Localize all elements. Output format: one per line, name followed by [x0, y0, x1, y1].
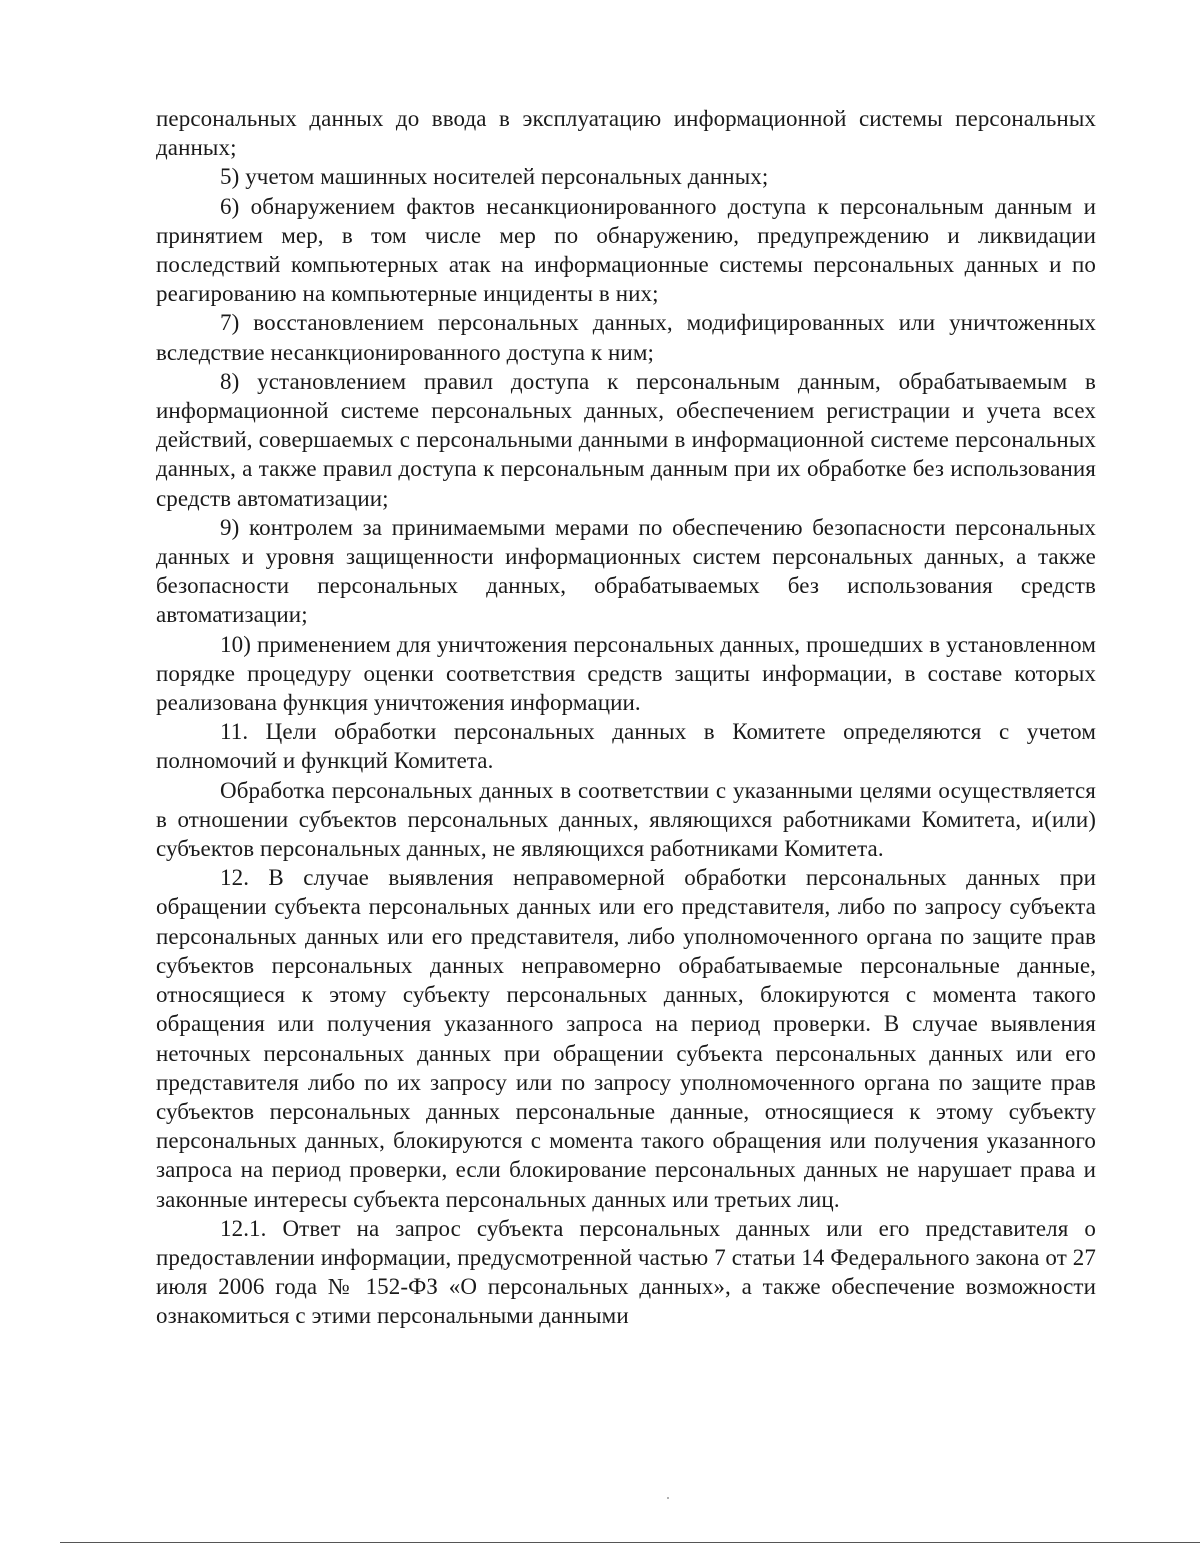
paragraph-item-9: 9) контролем за принимаемыми мерами по обеспечению безопасности персональных данных и уровня защищенности информационных систем персональных данных, а также безопасности персональных данных, обрабатываемых без использования средств автоматизации; — [156, 514, 1096, 628]
scan-speck — [667, 1497, 669, 1499]
paragraph-continuation: персональных данных до ввода в эксплуатацию информационной системы персональных данных; — [156, 106, 1096, 161]
paragraph-section-12-1: 12.1. Ответ на запрос субъекта персональных данных или его представителя о предоставлении информации, предусмотренной частью 7 статьи 14 Федерального закона от 27 июля 2006 года № 152-ФЗ «О персональных данных», а также обеспечение возможности ознакомиться с этими персональными данными — [156, 1215, 1096, 1329]
paragraph-section-11-processing: Обработка персональных данных в соответствии с указанными целями осуществляется в отношении субъектов персональных данных, являющихся работниками Комитета, и(или) субъектов персональных данных, не являющихся работниками Комитета. — [156, 777, 1096, 862]
document-body — [156, 104, 1096, 1331]
paragraph-section-12: 12. В случае выявления неправомерной обработки персональных данных при обращении субъекта персональных данных или его представителя, либо по запросу субъекта персональных данных или его представителя, либо уполномоченного органа по защите прав субъектов персональных данных неправомерно обрабатываемые персональные данные, относящиеся к этому субъекту персональных данных, блокируются с момента такого обращения или получения указанного запроса на период проверки. В случае выявления неточных персональных данных при обращении субъекта персональных данных или его представителя либо по их запросу или по запросу уполномоченного органа по защите прав субъектов персональных данных персональные данные, относящиеся к этому субъекту персональных данных, блокируются с момента такого обращения или получения указанного запроса на период проверки, если блокирование персональных данных не нарушает права и законные интересы субъекта персональных данных или третьих лиц. — [156, 865, 1096, 1212]
paragraph-item-8: 8) установлением правил доступа к персональным данным, обрабатываемым в информационной системе персональных данных, обеспечением регистрации и учета всех действий, совершаемых с персональными данными в информационной системе персональных данных, а также правил доступа к персональным данным при их обработке без использования средств автоматизации; — [156, 368, 1096, 511]
paragraph-item-5: 5) учетом машинных носителей персональных данных; — [220, 164, 769, 190]
paragraph-item-7: 7) восстановлением персональных данных, модифицированных или уничтоженных вследствие несанкционированного доступа к ним; — [156, 310, 1096, 365]
paragraph-item-10: 10) применением для уничтожения персональных данных, прошедших в установленном порядке процедуру оценки соответствия средств защиты информации, в составе которых реализована функция уничтожения информации. — [156, 631, 1096, 716]
paragraph-section-11: 11. Цели обработки персональных данных в Комитете определяются с учетом полномочий и функций Комитета. — [156, 719, 1096, 774]
paragraph-item-6: 6) обнаружением фактов несанкционированного доступа к персональным данным и принятием мер, в том числе мер по обнаружению, предупреждению и ликвидации последствий компьютерных атак на информационные системы персональных данных и по реагированию на компьютерные инциденты в них; — [156, 193, 1096, 307]
page-bottom-rule — [60, 1542, 1200, 1543]
